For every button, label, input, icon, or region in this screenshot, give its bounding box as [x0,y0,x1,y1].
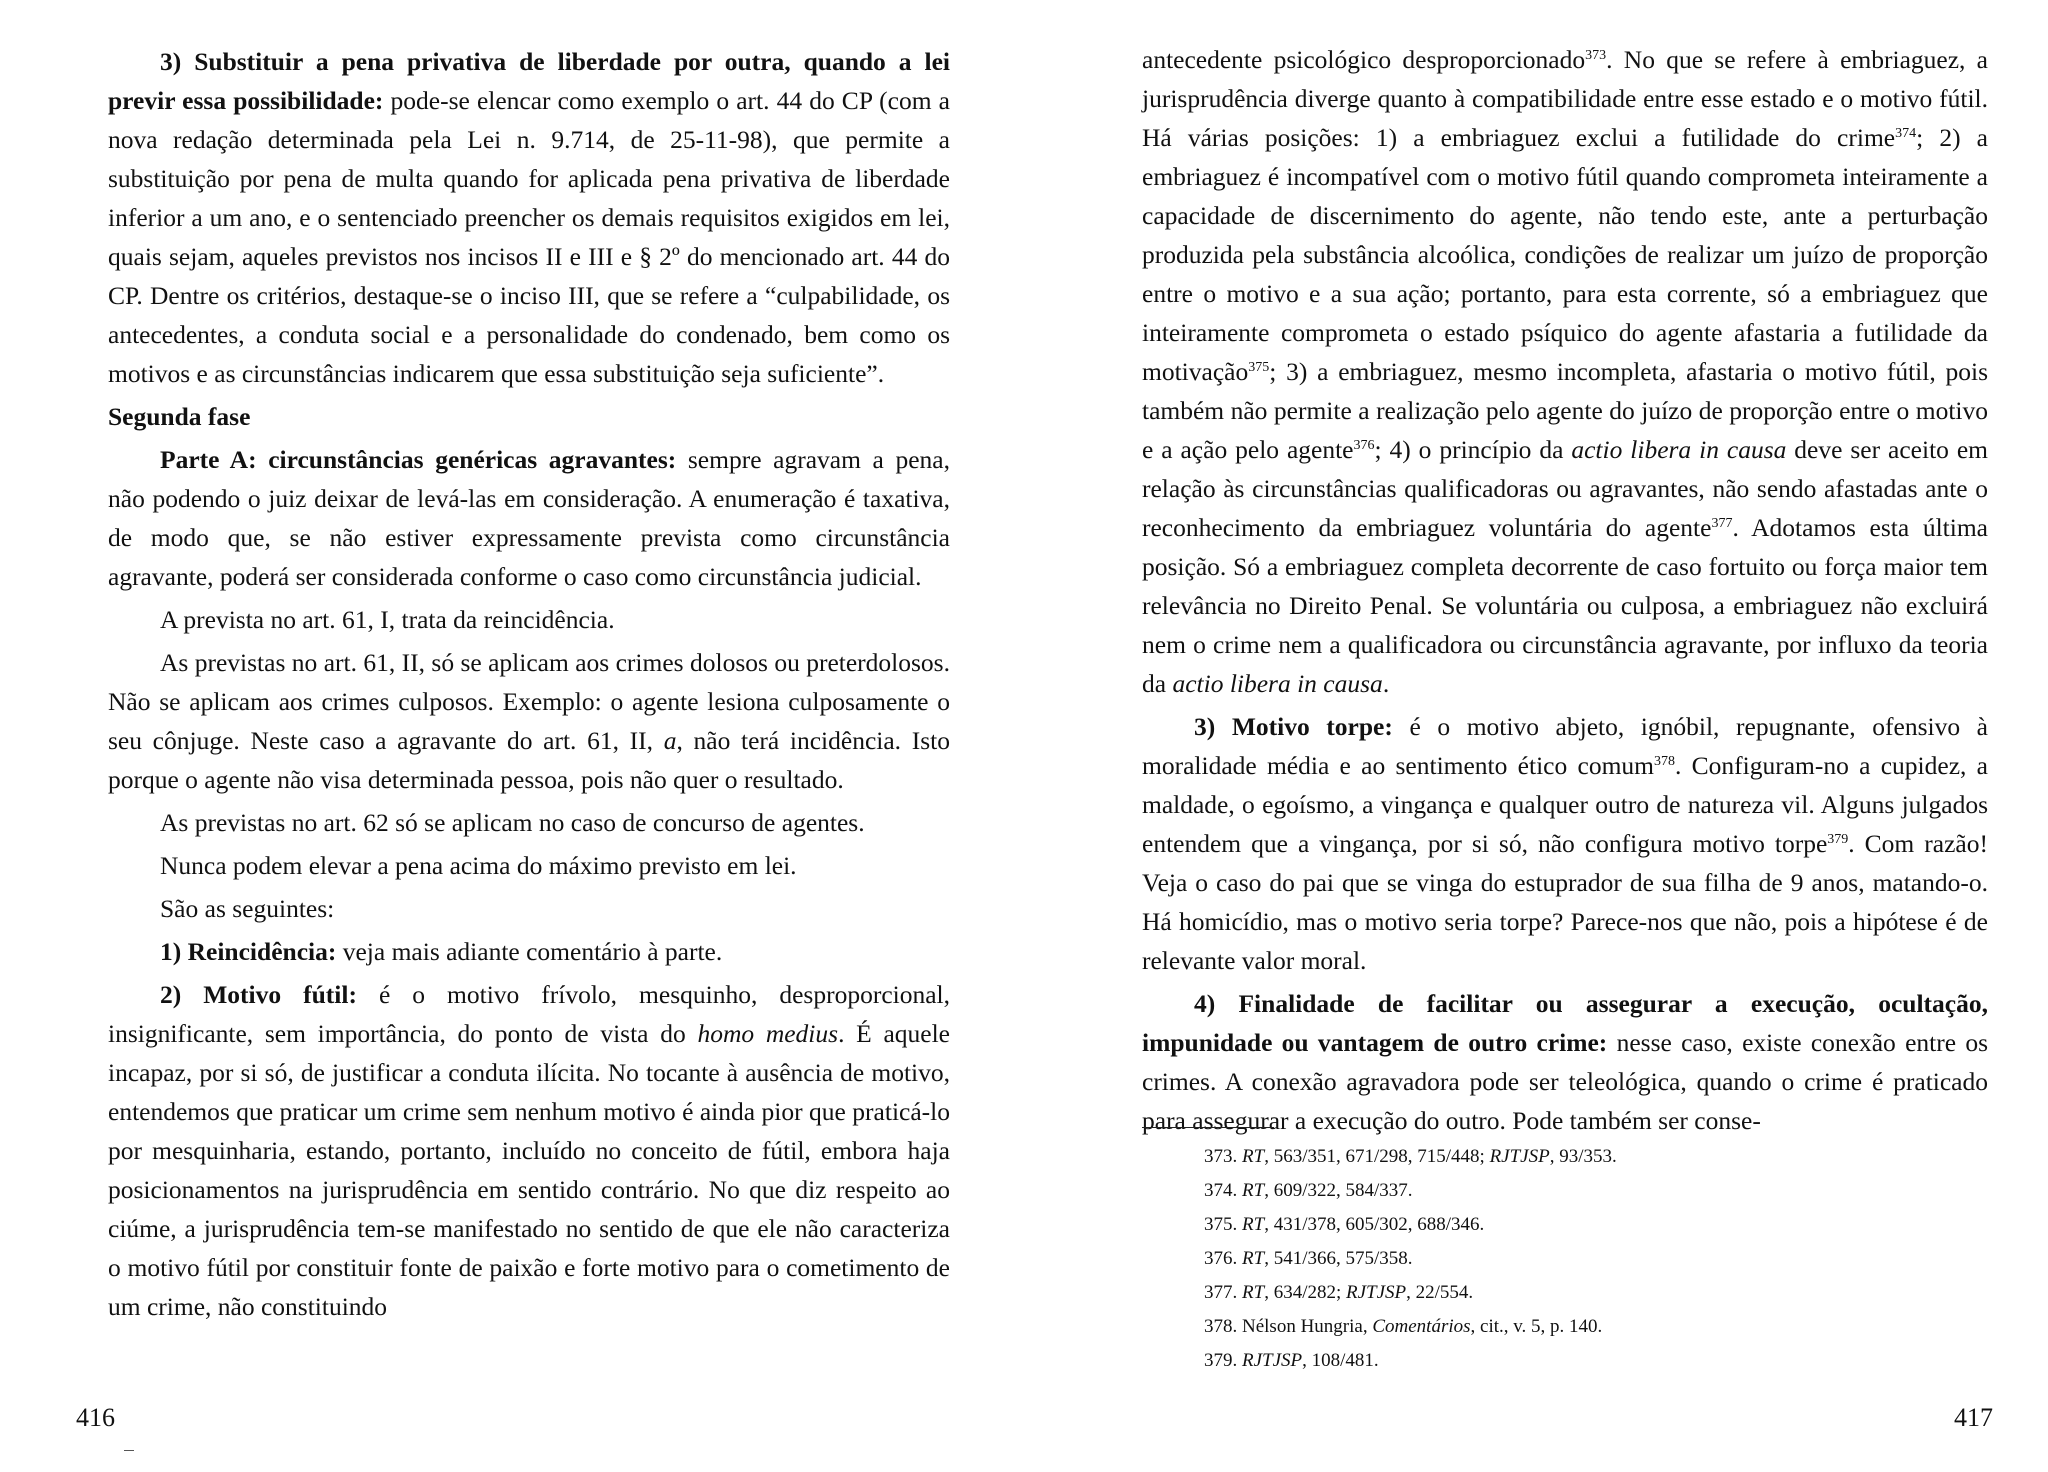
paragraph [108,600,950,639]
text-run: ; 3) a embriaguez, mesmo incompleta, afastaria o motivo fútil, pois também não permite a realização pelo agente do juízo de proporção entre o motivo e a ação pelo agente [1142,357,1988,464]
text-run: , 431/378, 605/302, 688/346. [1264,1214,1485,1235]
text-run: , cit., v. 5, p. 140. [1470,1316,1603,1337]
paragraph [108,440,950,596]
footnotes [1204,1140,1904,1378]
paragraph [1142,984,1988,1140]
text-run: veja mais adiante comentário à parte. [336,937,723,966]
text-run: pode-se elencar como exemplo o art. 44 do CP (com a nova redação determinada pela Lei n. 9.714, de 25-11-98), que permite a substituição por pena de multa quando for aplicada pena privativa de liberdade inferior a um ano, e o sentenciado preencher os demais requisitos exigidos em lei, quais sejam, aqueles previstos nos incisos II e III e § 2º do mencionado art. 44 do CP. Dentre os critérios, destaque-se o inciso III, que se refere a “culpabilidade, os antecedentes, a conduta social e a personalidade do condenado, bem como os motivos e as circunstâncias indicarem que essa substituição seja suficiente”. [108,86,950,388]
footnote-ref: 379 [1827,832,1849,847]
text-run: é o motivo abjeto, ignóbil, repugnante, ofensivo à moralidade média e ao sentimento ético comum [1142,712,1988,780]
italic-run: actio libera in causa [1172,669,1383,698]
footnote-ref: 374 [1895,126,1917,141]
text-run: , 634/282; [1264,1282,1346,1303]
text-run: 378. Nélson Hungria, [1204,1316,1373,1337]
text-run: , 93/353. [1549,1146,1617,1167]
right-page [1024,0,2048,1472]
text-run: ; 4) o princípio da [1374,435,1572,464]
text-run: , 563/351, 671/298, 715/448; [1264,1146,1490,1167]
left-body-text [108,42,950,1326]
bold-run: 4) Finalidade de facilitar ou assegurar a execução, ocultação, impunidade ou vantagem de outro crime: [1142,989,1988,1057]
paragraph [108,643,950,799]
footnote-ref: 375 [1248,360,1270,375]
text-run: , 108/481. [1302,1350,1379,1371]
text-run: , 541/366, 575/358. [1264,1248,1413,1269]
text-run: Nunca podem elevar a pena acima do máximo previsto em lei. [160,851,797,880]
footnote [1204,1310,1904,1344]
text-run: . [1382,669,1390,698]
text-run: ; 2) a embriaguez é incompatível com o motivo fútil quando comprometa inteiramente a capacidade de discernimento do agente, não tendo este, ante a perturbação produzida pela substância alcoólica, condições de realizar um juízo de proporção entre o motivo e a sua ação; portanto, para esta corrente, só a embriaguez que inteiramente comprometa o estado psíquico do agente afastaria a futilidade da motivação [1142,123,1988,386]
footnote-ref: 373 [1585,48,1607,63]
text-run: 379. [1204,1350,1242,1371]
footnote-separator [1142,1127,1274,1128]
text-run: 374. [1204,1180,1242,1201]
text-run: 376. [1204,1248,1242,1269]
paragraph [108,889,950,928]
left-page-number: 416 [76,1403,115,1432]
footnote [1204,1276,1904,1310]
paragraph [108,42,950,393]
italic-run: RJTJSP [1242,1350,1303,1371]
text-run: , 22/554. [1406,1282,1474,1303]
italic-run: RT [1242,1282,1265,1303]
paragraph [1142,707,1988,980]
footnote [1204,1242,1904,1276]
right-body-text [1142,40,1988,1140]
text-run: . No que se refere à embriaguez, a jurisprudência diverge quanto à compatibilidade entre esse estado e o motivo fútil. Há várias posições: 1) a embriaguez exclui a futilidade do crime [1142,45,1988,152]
italic-run: actio libera in causa [1571,435,1787,464]
paragraph [108,846,950,885]
text-run: São as seguintes: [160,894,335,923]
italic-run: homo medius [697,1019,839,1048]
text-run: 377. [1204,1282,1242,1303]
text-run: As previstas no art. 62 só se aplicam no caso de concurso de agentes. [160,808,865,837]
italic-run: Comentários [1372,1316,1471,1337]
text-run: antecedente psicológico desproporcionado [1142,45,1586,74]
bold-run: 1) Reincidência: [160,937,337,966]
italic-run: RJTJSP [1346,1282,1407,1303]
text-run: As previstas no art. 61, II, só se aplicam aos crimes dolosos ou preterdolosos. Não se aplicam aos crimes culposos. Exemplo: o agente lesiona culposamente o seu cônjuge. Neste caso a agravante do art. 61, II, [108,648,950,755]
footnote [1204,1140,1904,1174]
bold-run: Parte A: circunstâncias genéricas agravantes: [160,445,677,474]
right-page-number: 417 [1954,1403,1993,1432]
paragraph [108,803,950,842]
footnote-ref: 377 [1711,516,1733,531]
italic-run: RT [1242,1180,1265,1201]
text-run: . Adotamos esta última posição. Só a embriaguez completa decorrente de caso fortuito ou força maior tem relevância no Direito Penal. Se voluntária ou culposa, a embriaguez não excluirá nem o crime nem a qualificadora ou circunstância agravante, por influxo da teoria da [1142,513,1988,698]
paragraph [1142,40,1988,703]
italic-run: a [663,726,677,755]
footnote [1204,1344,1904,1378]
text-run: . É aquele incapaz, por si só, de justificar a conduta ilícita. No tocante à ausência de motivo, entendemos que praticar um crime sem nenhum motivo é ainda pior que praticá-lo por mesquinharia, estando, portanto, incluído no conceito de fútil, embora haja posicionamentos na jurisprudência em sentido contrário. No que diz respeito ao ciúme, a jurisprudência tem-se manifestado no sentido de que ele não caracteriza o motivo fútil por constituir fonte de paixão e forte motivo para o cometimento de um crime, não constituindo [108,1019,950,1321]
text-run: 373. [1204,1146,1242,1167]
paragraph [108,975,950,1326]
italic-run: RT [1242,1214,1265,1235]
text-run: sempre agravam a pena, não podendo o juiz deixar de levá-las em consideração. A enumeração é taxativa, de modo que, se não estiver expressamente prevista como circunstância agravante, poderá ser considerada conforme o caso como circunstância judicial. [108,445,950,591]
footnote-ref: 376 [1353,438,1375,453]
text-run: . Configuram-no a cupidez, a maldade, o egoísmo, a vingança e qualquer outro de natureza vil. Alguns julgados entendem que a vingança, por si só, não configura motivo torpe [1142,751,1988,858]
bold-run: 3) Substituir a pena privativa de liberdade por outra, quando a lei previr essa possibilidade: [108,47,950,115]
bold-run: 3) Motivo torpe: [1194,712,1393,741]
footnote [1204,1208,1904,1242]
text-run: nesse caso, existe conexão entre os crimes. A conexão agravadora pode ser teleológica, quando o crime é praticado para assegurar a execução do outro. Pode também ser conse- [1142,1028,1988,1135]
text-run: é o motivo frívolo, mesquinho, desproporcional, insignificante, sem importância, do ponto de vista do [108,980,950,1048]
section-heading [108,397,950,436]
text-run: , não terá incidência. Isto porque o agente não visa determinada pessoa, pois não quer o resultado. [108,726,950,794]
text-run: 375. [1204,1214,1242,1235]
bold-run: Segunda fase [108,402,251,431]
text-run: . Com razão! Veja o caso do pai que se vinga do estuprador de sua filha de 9 anos, matando-o. Há homicídio, mas o motivo seria torpe? Parece-nos que não, pois a hipótese é de relevante valor moral. [1142,829,1988,975]
footnote [1204,1174,1904,1208]
margin-mark [124,1450,134,1451]
text-run: deve ser aceito em relação às circunstâncias qualificadoras ou agravantes, não sendo afastadas ante o reconhecimento da embriaguez voluntária do agente [1142,435,1988,542]
text-run: A prevista no art. 61, I, trata da reincidência. [160,605,615,634]
footnote-ref: 378 [1653,754,1675,769]
italic-run: RT [1242,1146,1265,1167]
bold-run: 2) Motivo fútil: [160,980,357,1009]
italic-run: RT [1242,1248,1265,1269]
italic-run: RJTJSP [1489,1146,1550,1167]
text-run: , 609/322, 584/337. [1264,1180,1413,1201]
paragraph [108,932,950,971]
